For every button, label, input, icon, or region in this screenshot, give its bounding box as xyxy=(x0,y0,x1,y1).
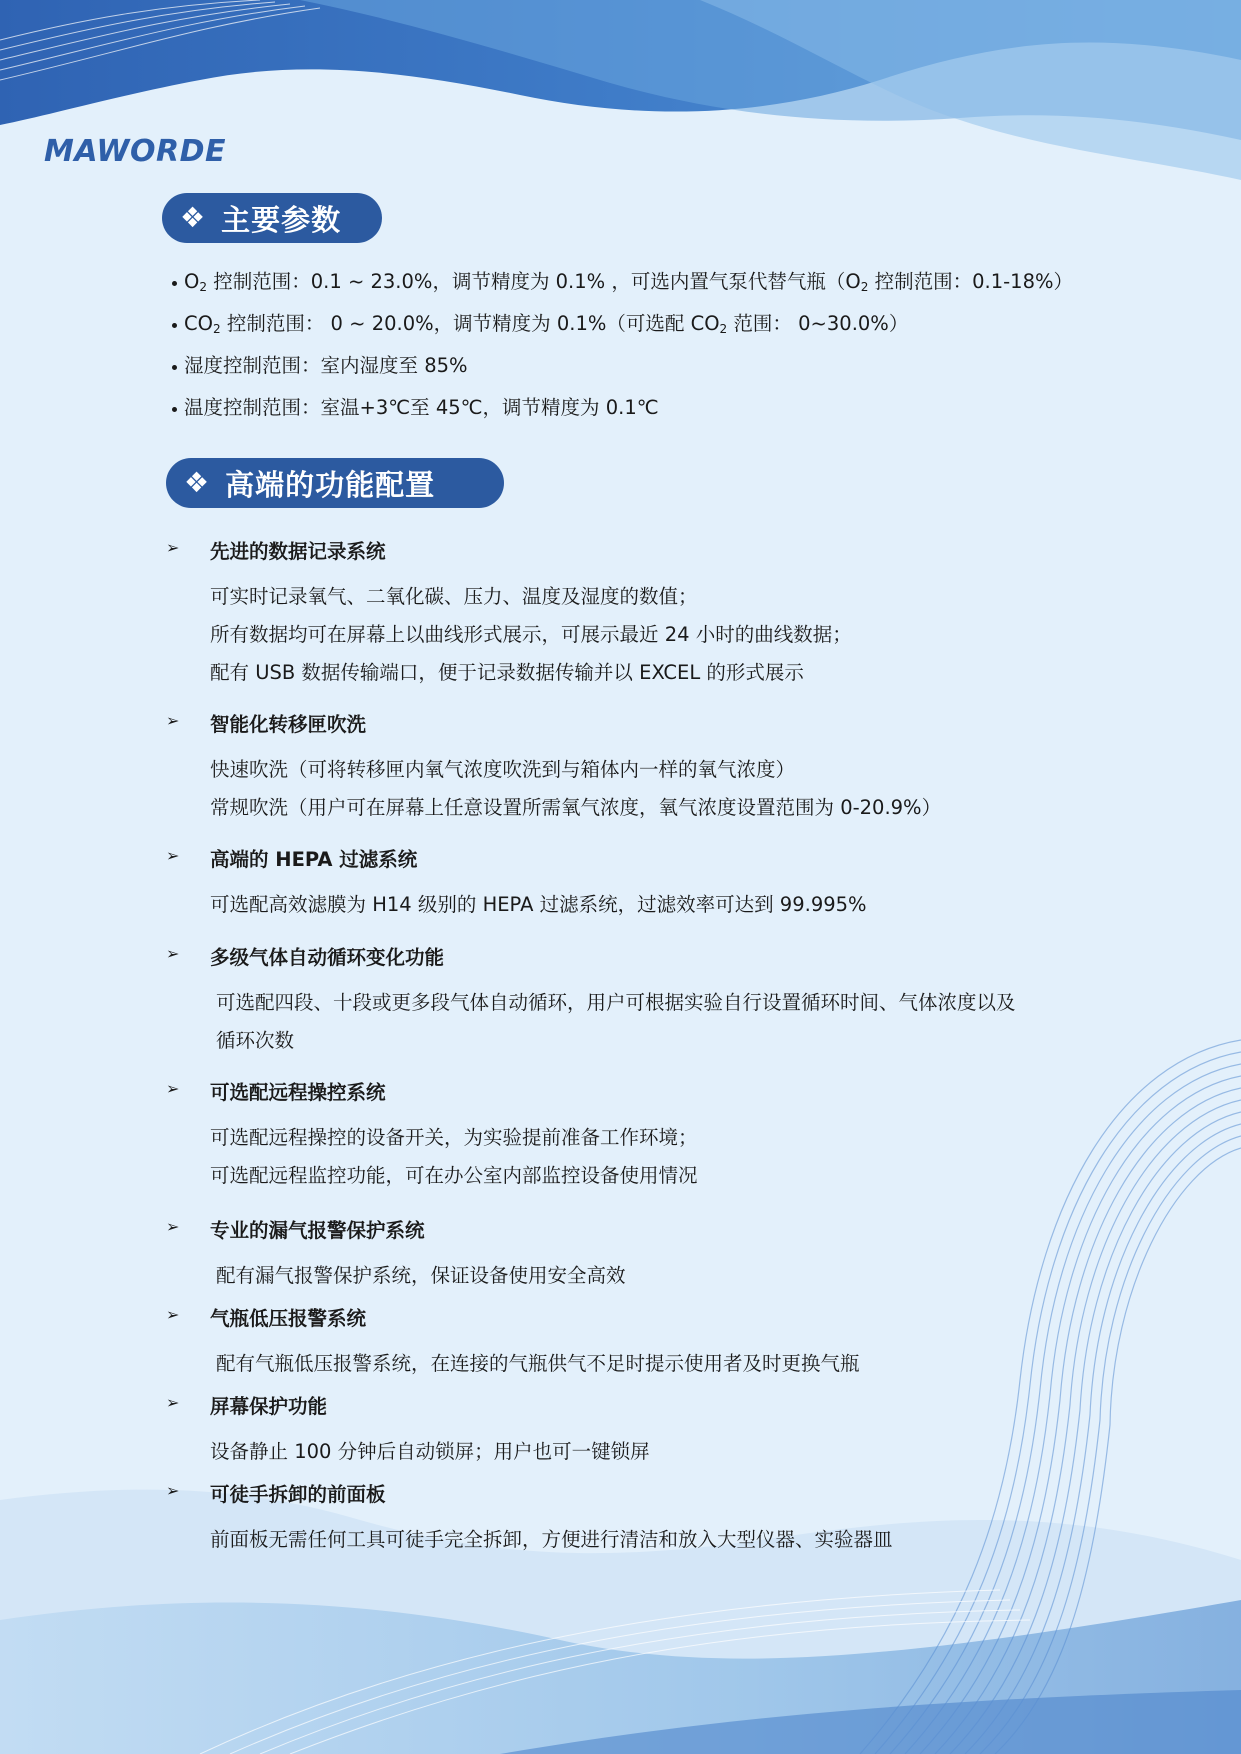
params-list xyxy=(184,268,1073,436)
arrow-bullet-icon: ➢ xyxy=(166,1481,180,1500)
feature-title: 专业的漏气报警保护系统 xyxy=(210,1219,425,1242)
feature-description: 设备静止 100 分钟后自动锁屏；用户也可一键锁屏 xyxy=(210,1440,650,1463)
section-title: 高端的功能配置 xyxy=(225,467,436,502)
feature-description: 可选配高效滤膜为 H14 级别的 HEPA 过滤系统，过滤效率可达到 99.995% xyxy=(210,893,867,916)
feature-title: 先进的数据记录系统 xyxy=(210,540,386,563)
list-item: $CO_2$ 控制范围： 0 ~ 20.0%，调节精度为 0.1%（可选配 $CO_2$ 范围： 0~30.0%） xyxy=(184,310,1073,352)
section-header-main-params xyxy=(162,193,382,243)
bullet-dot-icon xyxy=(172,365,177,370)
section-header-features xyxy=(166,458,504,508)
list-item: 湿度控制范围：室内湿度至 85% xyxy=(184,352,1073,394)
brand-logo: MAWORDE xyxy=(44,134,227,169)
arrow-bullet-icon: ➢ xyxy=(166,711,180,730)
bullet-dot-icon xyxy=(172,323,177,328)
arrow-bullet-icon: ➢ xyxy=(166,1393,180,1412)
feature-title: 高端的 HEPA 过滤系统 xyxy=(210,848,418,871)
list-item: 温度控制范围：室温+3℃至 45℃，调节精度为 0.1℃ xyxy=(184,394,1073,436)
section-title: 主要参数 xyxy=(221,202,342,237)
feature-title: 智能化转移匣吹洗 xyxy=(210,713,367,736)
feature-title: 可选配远程操控系统 xyxy=(210,1081,386,1104)
feature-title: 气瓶低压报警系统 xyxy=(210,1307,367,1330)
list-item: $O_2$ 控制范围：0.1 ~ 23.0%，调节精度为 0.1% ，可选内置气泵代替气瓶（$O_2$ 控制范围：0.1-18%） xyxy=(184,268,1073,310)
four-diamond-icon: ❖ xyxy=(180,201,206,234)
feature-title: 多级气体自动循环变化功能 xyxy=(210,946,445,969)
feature-description: 可选配四段、十段或更多段气体自动循环，用户可根据实验自行设置循环时间、气体浓度以及 循环次数 xyxy=(216,991,1016,1052)
arrow-bullet-icon: ➢ xyxy=(166,1079,180,1098)
feature-description: 配有漏气报警保护系统，保证设备使用安全高效 xyxy=(216,1264,626,1287)
feature-description: 前面板无需任何工具可徒手完全拆卸，方便进行清洁和放入大型仪器、实验器皿 xyxy=(210,1528,893,1551)
four-diamond-icon: ❖ xyxy=(184,466,210,499)
arrow-bullet-icon: ➢ xyxy=(166,846,180,865)
feature-description: 可实时记录氧气、二氧化碳、压力、温度及湿度的数值； 所有数据均可在屏幕上以曲线形式展示，可展示最近 24 小时的曲线数据； 配有 USB 数据传输端口，便于记录数据传输并以 EXCEL 的形式展示 xyxy=(210,585,852,684)
arrow-bullet-icon: ➢ xyxy=(166,944,180,963)
arrow-bullet-icon: ➢ xyxy=(166,1305,180,1324)
feature-description: 快速吹洗（可将转移匣内氧气浓度吹洗到与箱体内一样的氧气浓度） 常规吹洗（用户可在屏幕上任意设置所需氧气浓度，氧气浓度设置范围为 0-20.9%） xyxy=(210,758,942,819)
arrow-bullet-icon: ➢ xyxy=(166,538,180,557)
bullet-dot-icon xyxy=(172,281,177,286)
arrow-bullet-icon: ➢ xyxy=(166,1217,180,1236)
feature-description: 配有气瓶低压报警系统，在连接的气瓶供气不足时提示使用者及时更换气瓶 xyxy=(216,1352,860,1375)
bullet-dot-icon xyxy=(172,407,177,412)
feature-description: 可选配远程操控的设备开关，为实验提前准备工作环境； 可选配远程监控功能，可在办公室内部监控设备使用情况 xyxy=(210,1126,698,1187)
feature-title: 可徒手拆卸的前面板 xyxy=(210,1483,386,1506)
feature-title: 屏幕保护功能 xyxy=(210,1395,328,1418)
